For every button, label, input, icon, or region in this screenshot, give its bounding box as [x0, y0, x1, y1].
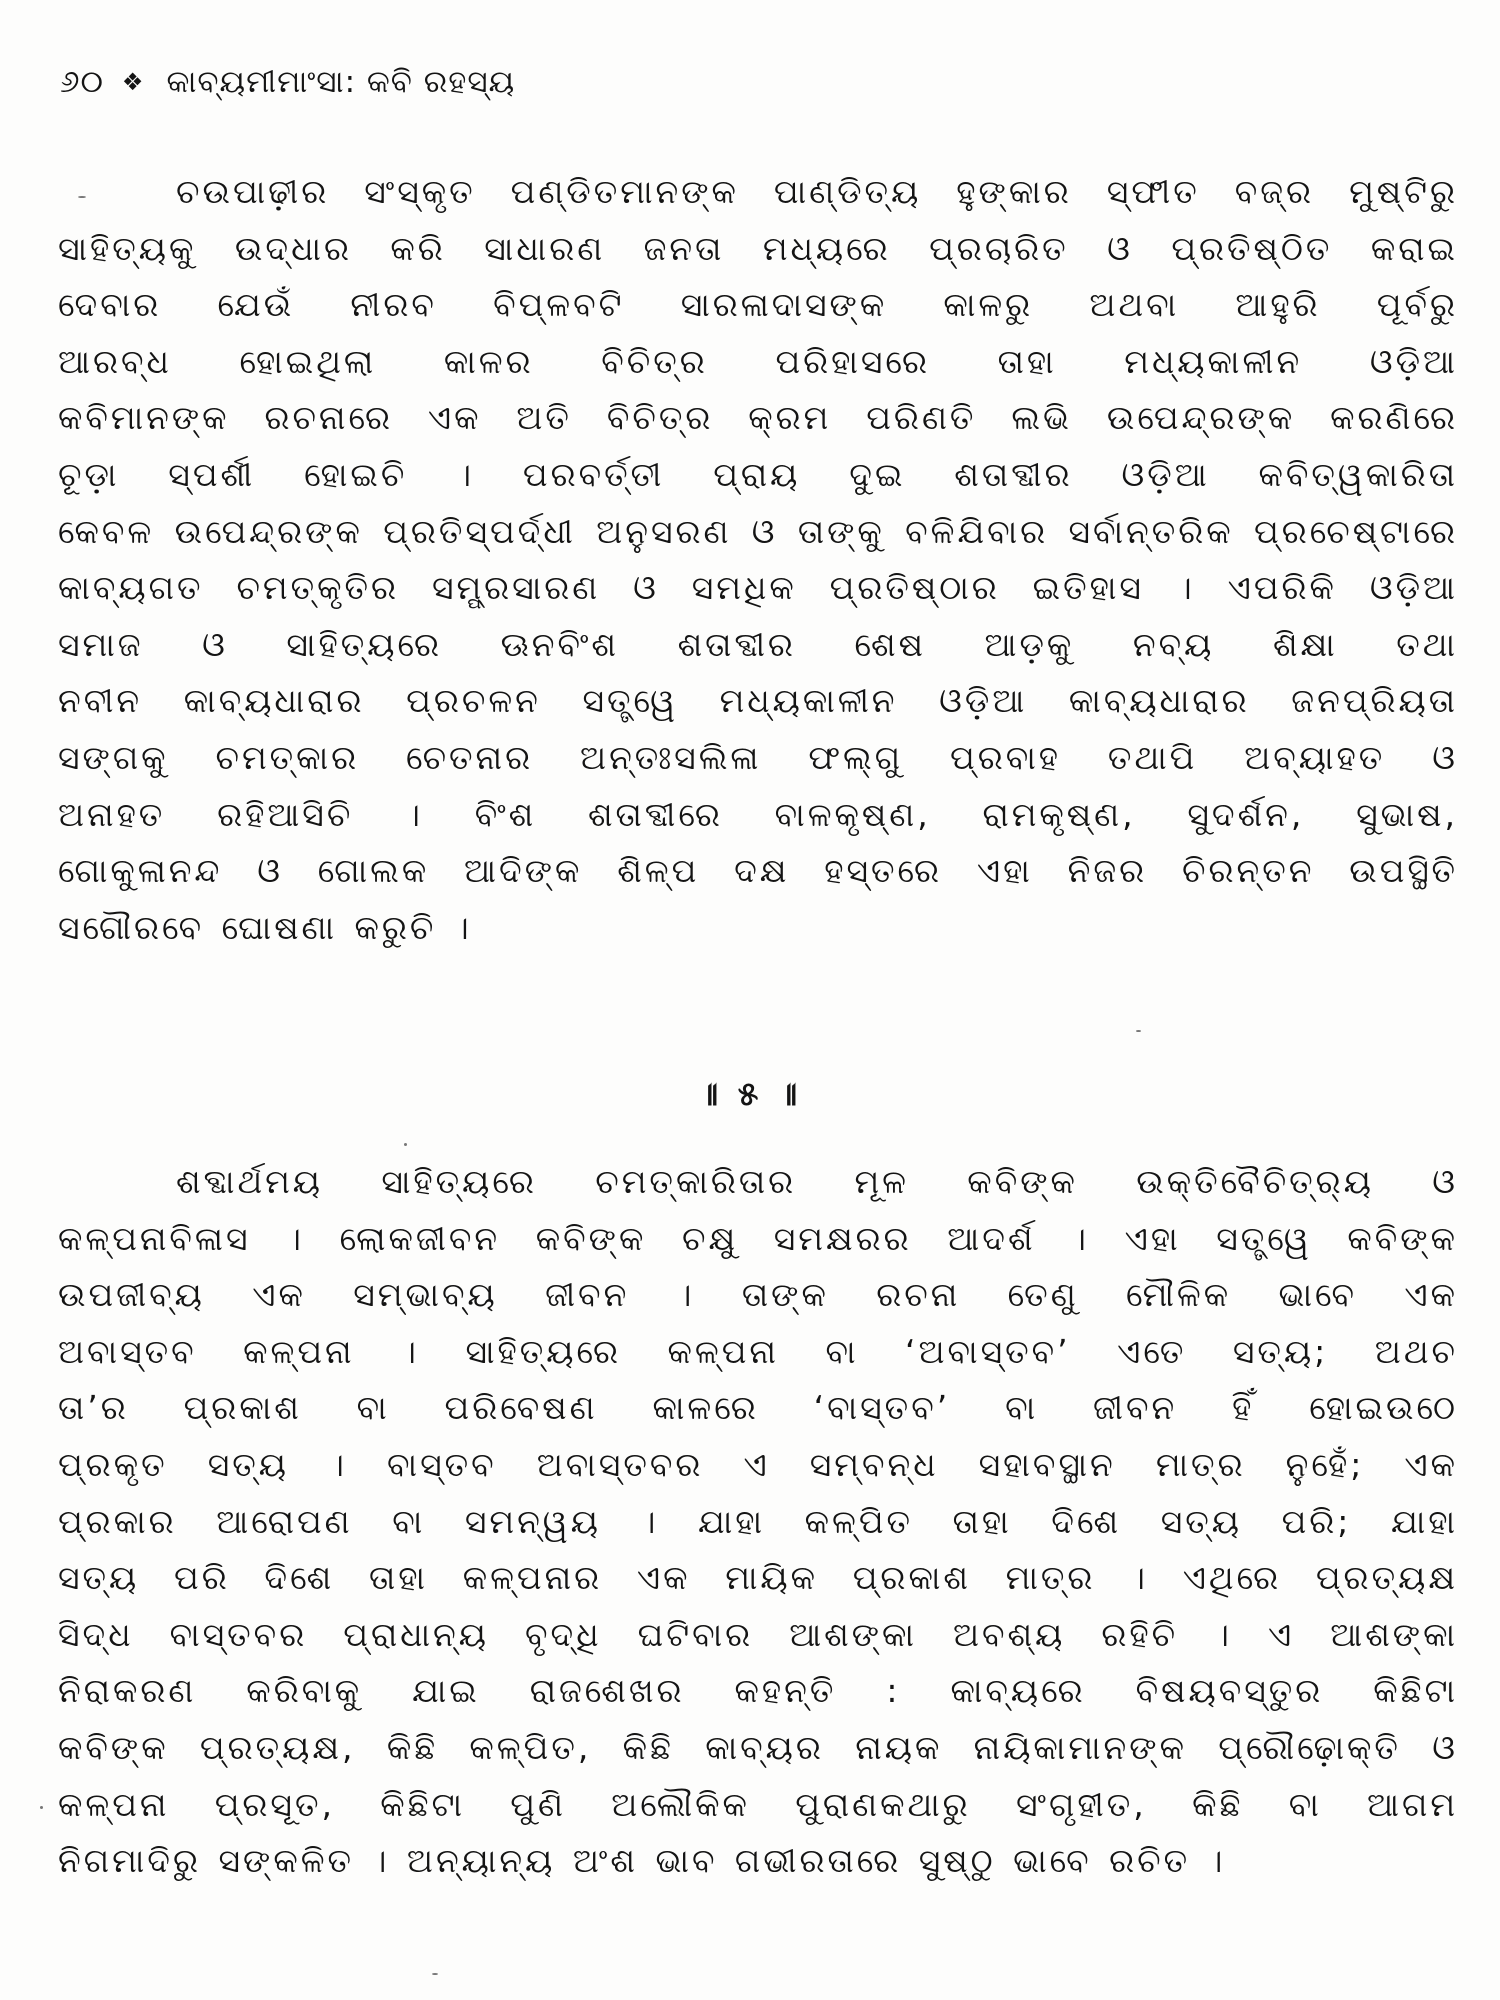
text-line: ଶବ୍ଦାର୍ଥମୟ ସାହିତ୍ୟରେ ଚମତ୍କାରିତାର ମୂଳ କବିଙ୍କ ଉକ୍ତିବୈଚିତ୍ର୍ୟ ଓ — [176, 1162, 1458, 1201]
paper-speck — [1136, 1030, 1141, 1032]
text-line: କବିମାନଙ୍କ ରଚନାରେ ଏକ ଅତି ବିଚିତ୍ର କ୍ରମ ପରିଣତି ଲଭି ଉପେନ୍ଦ୍ରଙ୍କ କରଣିରେ — [58, 398, 1458, 438]
text-line: ଉପଜୀବ୍ୟ ଏକ ସମ୍ଭାବ୍ୟ ଜୀବନ । ତାଙ୍କ ରଚନା ତେଣୁ ମୌଳିକ ଭାବେ ଏକ — [58, 1275, 1458, 1315]
text-line: ଚଉପାଢ଼ୀର ସଂସ୍କୃତ ପଣ୍ଡିତମାନଙ୍କ ପାଣ୍ଡିତ୍ୟ ହୁଙ୍କାର ସ୍ଫୀତ ବଜ୍ର ମୁଷ୍ଟିରୁ — [176, 172, 1458, 211]
text-line: ତା’ର ପ୍ରକାଶ ବା ପରିବେଷଣ କାଳରେ ‘ବାସ୍ତବ’ ବା ଜୀବନ ହିଁ ହୋଇଉଠେ — [58, 1388, 1458, 1428]
diamond-ornament-icon: ❖ — [121, 68, 145, 96]
running-head — [60, 62, 515, 102]
paper-speck — [40, 1806, 43, 1809]
text-line: ସିଦ୍ଧ ବାସ୍ତବର ପ୍ରାଧାନ୍ୟ ବୃଦ୍ଧି ଘଟିବାର ଆଶଙ୍କା ଅବଶ୍ୟ ରହିଚି । ଏ ଆଶଙ୍କା — [58, 1614, 1458, 1654]
text-line: କବିଙ୍କ ପ୍ରତ୍ୟକ୍ଷ, କିଛି କଳ୍ପିତ, କିଛି କାବ୍ୟର ନାୟକ ନାୟିକାମାନଙ୍କ ପ୍ରୌଢ଼ୋକ୍ତି ଓ — [58, 1727, 1458, 1767]
paragraph-2 — [58, 1154, 1458, 1890]
text-line: ଚୂଡ଼ା ସ୍ପର୍ଶୀ ହୋଇଚି । ପରବର୍ତ୍ତୀ ପ୍ରାୟ ଦୁଇ ଶତାବ୍ଦୀର ଓଡ଼ିଆ କବିତ୍ୱକାରିତା — [58, 454, 1458, 494]
text-line: କେବଳ ଉପେନ୍ଦ୍ରଙ୍କ ପ୍ରତିସ୍ପର୍ଦ୍ଧୀ ଅନୁସରଣ ଓ ତାଙ୍କୁ ବଳିଯିବାର ସର୍ବାନ୍ତରିକ ପ୍ରଚେଷ୍ଟାରେ — [58, 511, 1458, 551]
text-line: ସଙ୍ଗକୁ ଚମତ୍କାର ଚେତନାର ଅନ୍ତଃସଲିଳା ଫଲ୍‌ଗୁ ପ୍ରବାହ ତଥାପି ଅବ୍ୟାହତ ଓ — [58, 737, 1458, 777]
text-line: ପ୍ରକୃତ ସତ୍ୟ । ବାସ୍ତବ ଅବାସ୍ତବର ଏ ସମ୍ବନ୍ଧ ସହାବସ୍ଥାନ ମାତ୍ର ନୁହେଁ; ଏକ — [58, 1444, 1458, 1484]
paragraph-1 — [58, 164, 1458, 956]
text-line: କଳ୍ପନାବିଳାସ । ଲୋକଜୀବନ କବିଙ୍କ ଚକ୍ଷୁ ସମକ୍ଷରର ଆଦର୍ଶ । ଏହା ସତ୍ତ୍ୱେ କବିଙ୍କ — [58, 1218, 1458, 1258]
text-line: ସତ୍ୟ ପରି ଦିଶେ ତାହା କଳ୍ପନାର ଏକ ମାୟିକ ପ୍ରକାଶ ମାତ୍ର । ଏଥିରେ ପ୍ରତ୍ୟକ୍ଷ — [58, 1558, 1458, 1598]
text-line: ସମାଜ ଓ ସାହିତ୍ୟରେ ଊନବିଂଶ ଶତାବ୍ଦୀର ଶେଷ ଆଡ଼କୁ ନବ୍ୟ ଶିକ୍ଷା ତଥା — [58, 624, 1458, 664]
page-number: ୬୦ — [60, 64, 104, 100]
text-line: ସଗୌରବେ ଘୋଷଣା କରୁଚି । — [58, 907, 472, 947]
text-line: ଗୋକୁଳାନନ୍ଦ ଓ ଗୋଲକ ଆଦିଙ୍କ ଶିଳ୍ପ ଦକ୍ଷ ହସ୍ତରେ ଏହା ନିଜର ଚିରନ୍ତନ ଉପସ୍ଥିତି — [58, 851, 1458, 891]
text-line: ନବୀନ କାବ୍ୟଧାରାର ପ୍ରଚଳନ ସତ୍ତ୍ୱେ ମଧ୍ୟକାଳୀନ ଓଡ଼ିଆ କାବ୍ୟଧାରାର ଜନପ୍ରିୟତା — [58, 681, 1458, 721]
text-line: ନିଗମାଦିରୁ ସଙ୍କଳିତ । ଅନ୍ୟାନ୍ୟ ଅଂଶ ଭାବ ଗଭୀରତାରେ ସୁଷ୍ଠୁ ଭାବେ ରଚିତ । — [58, 1841, 1226, 1881]
text-line: ଅନାହତ ରହିଆସିଚି । ବିଂଶ ଶତାବ୍ଦୀରେ ବାଳକୃଷ୍ଣ, ରାମକୃଷ୍ଣ, ସୁଦର୍ଶନ, ସୁଭାଷ, — [58, 794, 1458, 834]
paper-speck — [432, 1973, 438, 1975]
text-line: ପ୍ରକାର ଆରୋପଣ ବା ସମନ୍ୱୟ । ଯାହା କଳ୍ପିତ ତାହା ଦିଶେ ସତ୍ୟ ପରି; ଯାହା — [58, 1501, 1458, 1541]
text-line: ନିରାକରଣ କରିବାକୁ ଯାଇ ରାଜଶେଖର କହନ୍ତି : କାବ୍ୟରେ ବିଷୟବସ୍ତୁର କିଛିଟା — [58, 1671, 1458, 1711]
text-line: ସାହିତ୍ୟକୁ ଉଦ୍ଧାର କରି ସାଧାରଣ ଜନତା ମଧ୍ୟରେ ପ୍ରଚାରିତ ଓ ପ୍ରତିଷ୍ଠିତ କରାଇ — [58, 228, 1458, 268]
paper-speck — [78, 196, 86, 198]
text-line: ଆରବ୍ଧ ହୋଇଥିଲା କାଳର ବିଚିତ୍ର ପରିହାସରେ ତାହା ମଧ୍ୟକାଳୀନ ଓଡ଼ିଆ — [58, 341, 1458, 381]
text-line: ଦେବାର ଯେଉଁ ନୀରବ ବିପ୍ଳବଟି ସାରଳାଦାସଙ୍କ କାଳରୁ ଅଥବା ଆହୁରି ପୂର୍ବରୁ — [58, 285, 1458, 325]
running-title: କାବ୍ୟମୀମାଂସା: କବି ରହସ୍ୟ — [166, 64, 516, 100]
text-line: କଳ୍ପନା ପ୍ରସୂତ, କିଛିଟା ପୁଣି ଅଲୌକିକ ପୁରାଣକଥାରୁ ସଂଗୃହୀତ, କିଛି ବା ଆଗମ — [58, 1784, 1458, 1824]
text-line: ଅବାସ୍ତବ କଳ୍ପନା । ସାହିତ୍ୟରେ କଳ୍ପନା ବା ‘ଅବାସ୍ତବ’ ଏତେ ସତ୍ୟ; ଅଥଚ — [58, 1331, 1458, 1371]
text-line: କାବ୍ୟଗତ ଚମତ୍କୃତିର ସମ୍ପ୍ରସାରଣ ଓ ସମଧିକ ପ୍ରତିଷ୍ଠାର ଇତିହାସ । ଏପରିକି ଓଡ଼ିଆ — [58, 568, 1458, 608]
section-number: ॥ ୫ ॥ — [698, 1074, 802, 1113]
paper-speck — [404, 1143, 407, 1146]
